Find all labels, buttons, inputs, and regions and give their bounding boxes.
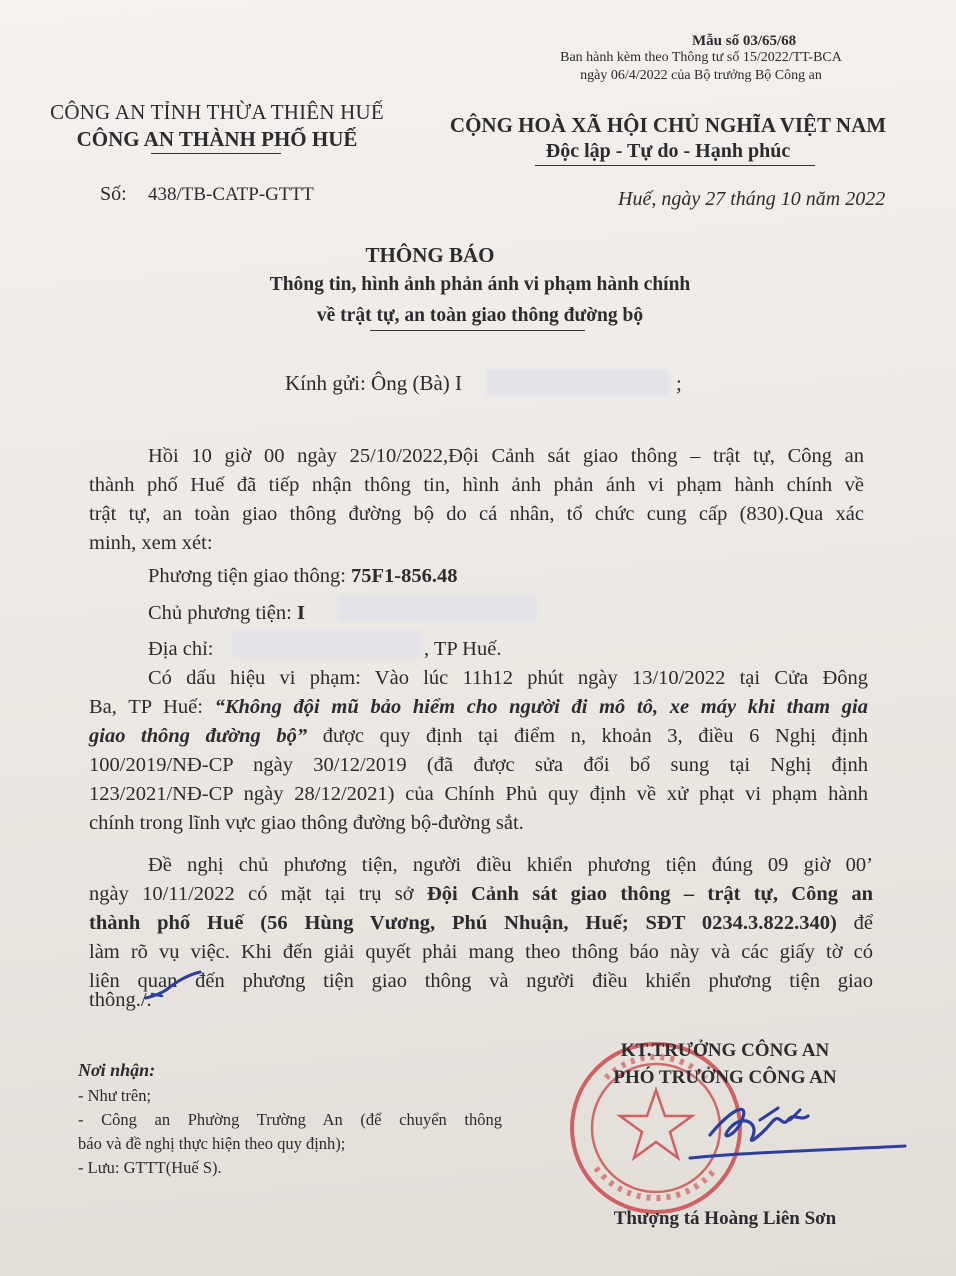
pen-mark-icon: [140, 966, 210, 1006]
request-line3-end: để: [836, 912, 874, 934]
title-underline: [370, 330, 585, 331]
vehicle-plate: 75F1-856.48: [351, 565, 458, 587]
address-redacted: [232, 629, 422, 659]
owner-name-redacted: [337, 594, 537, 622]
vehicle-label: Phương tiện giao thông:: [148, 565, 352, 587]
recipients-item2-line1: - Công an Phường Trường An (để chuyển thông: [78, 1110, 502, 1129]
violation-line3: [89, 722, 868, 752]
notice-subtitle-line1: Thông tin, hình ảnh phản ánh vi phạm hành chính: [269, 274, 691, 295]
request-line5: liên quan đến phương tiện giao thông và người điều khiển phương tiện giao: [89, 970, 873, 992]
form-issued-line1: Ban hành kèm theo Thông tư số 15/2022/TT-BCA: [560, 50, 842, 65]
country-motto: Độc lập - Tự do - Hạnh phúc: [545, 140, 791, 162]
request-line4: làm rõ vụ việc. Khi đến giải quyết phải mang theo thông báo này và các giấy tờ có: [89, 941, 873, 963]
request-date: ngày 10/11/2022 có mặt tại trụ sở: [89, 883, 427, 905]
agency-parent: CÔNG AN TỈNH THỪA THIÊN HUẾ: [50, 100, 384, 124]
address-end: , TP Huế.: [424, 638, 502, 660]
recipients-heading: Nơi nhận:: [78, 1060, 156, 1080]
signature-title1: KT.TRƯỞNG CÔNG AN: [620, 1040, 830, 1061]
place-date: Huế, ngày 27 tháng 10 năm 2022: [618, 188, 886, 210]
country-name: CỘNG HOÀ XÃ HỘI CHỦ NGHĨA VIỆT NAM: [449, 113, 887, 137]
signature-title2: PHÓ TRƯỞNG CÔNG AN: [613, 1067, 837, 1088]
intro-line1: Hồi 10 giờ 00 ngày 25/10/2022,Đội Cảnh sát giao thông – trật tự, Công an: [148, 445, 864, 467]
owner-label: Chủ phương tiện:: [148, 602, 297, 624]
owner-initial: I: [296, 602, 305, 624]
request-line6: thông./.: [89, 989, 152, 1011]
violation-line2: [89, 693, 868, 723]
violation-quote-end: giao thông đường bộ”: [89, 725, 308, 747]
recipient-name-redacted: [486, 369, 669, 396]
notice-subtitle-line2: về trật tự, an toàn giao thông đường bộ: [316, 305, 644, 326]
violation-line5: 123/2021/NĐ-CP ngày 28/12/2021) của Chính Phủ quy định về xử phạt vi phạm hành: [89, 783, 868, 805]
violation-legal-ref: được quy định tại điểm n, khoản 3, điều 6 Nghị định: [307, 725, 868, 747]
form-number: Mẫu số 03/65/68: [692, 33, 797, 49]
intro-line2: thành phố Huế đã tiếp nhận thông tin, hình ảnh phản ánh vi phạm hành chính về: [89, 474, 864, 496]
violation-line4: 100/2019/NĐ-CP ngày 30/12/2019 (đã được sửa đổi bổ sung tại Nghị định: [89, 754, 868, 776]
recipients-item2-line2: báo và đề nghị thực hiện theo quy định);: [78, 1134, 346, 1153]
doc-number: 438/TB-CATP-GTTT: [148, 184, 314, 205]
request-office: Đội Cảnh sát giao thông – trật tự, Công an: [426, 883, 873, 905]
notice-title: THÔNG BÁO: [365, 243, 495, 267]
request-line2: [89, 880, 873, 910]
doc-number-label: Số:: [100, 183, 127, 205]
request-line3: [89, 909, 873, 939]
request-address: thành phố Huế (56 Hùng Vương, Phú Nhuận, Huế; SĐT 0234.3.822.340): [89, 912, 837, 934]
recipient-end: ;: [676, 371, 682, 395]
request-line1: Đề nghị chủ phương tiện, người điều khiển phương tiện đúng 09 giờ 00’: [148, 854, 873, 876]
violation-quote-start: “Không đội mũ bảo hiểm cho người đi mô tô, xe máy khi tham gia: [214, 696, 868, 718]
violation-location: Ba, TP Huế:: [89, 696, 215, 718]
vehicle-line: [148, 562, 458, 592]
recipients-item1: - Như trên;: [78, 1086, 152, 1105]
violation-line6: chính trong lĩnh vực giao thông đường bộ-đường sắt.: [89, 812, 524, 834]
recipient-label: Kính gửi: Ông (Bà) I: [285, 371, 463, 395]
form-issued-line2: ngày 06/4/2022 của Bộ trưởng Bộ Công an: [580, 68, 822, 83]
address-label: Địa chỉ:: [148, 638, 214, 660]
handwritten-signature-icon: [690, 1080, 890, 1170]
motto-underline: [535, 165, 815, 166]
intro-line4: minh, xem xét:: [89, 532, 213, 554]
recipients-item3: - Lưu: GTTT(Huế S).: [78, 1158, 222, 1177]
signer-name: Thượng tá Hoàng Liên Sơn: [613, 1208, 837, 1229]
intro-line3: trật tự, an toàn giao thông đường bộ do cá nhân, tổ chức cung cấp (830).Qua xác: [89, 503, 864, 525]
agency-underline: [151, 153, 281, 154]
violation-line1: Có dấu hiệu vi phạm: Vào lúc 11h12 phút ngày 13/10/2022 tại Cửa Đông: [148, 667, 868, 689]
agency-name: CÔNG AN THÀNH PHỐ HUẾ: [76, 127, 358, 151]
owner-line: [148, 599, 305, 629]
